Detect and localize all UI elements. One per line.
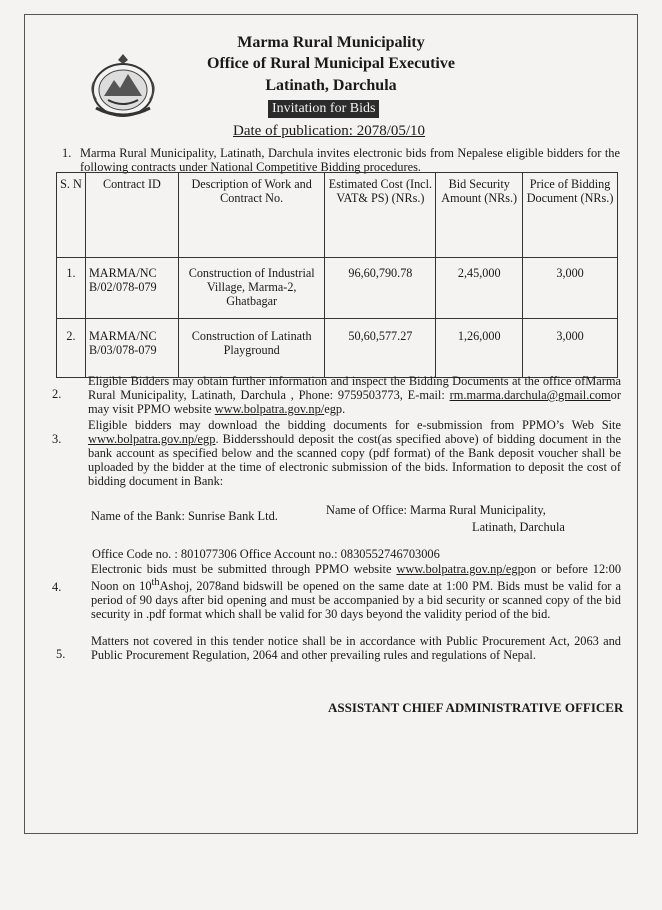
para3-paragraph <box>88 418 621 488</box>
row-document-price: 3,000 <box>523 319 618 378</box>
para2-text-c: egp. <box>324 402 346 416</box>
office-location: Latinath, Darchula <box>265 77 397 94</box>
para2-number: 2. <box>52 387 62 401</box>
header-contract-id: Contract ID <box>85 173 178 258</box>
office-name-bank: Name of Office: Marma Rural Municipality, <box>326 503 546 517</box>
row-bid-security: 2,45,000 <box>436 258 523 319</box>
header-description: Description of Work and Contract No. <box>178 173 325 258</box>
para4-text-c: Ashoj, 2078and bidswill be opened on the same date at 1:00 PM. Bids must be valid for a period of 90 days after bid opening and must be accompanied by a bid security or scanned copy of the bid security in .pdf format which shall be valid for 30 days beyond the validity period of the bid. <box>91 579 621 622</box>
para4-text-b: on or before 12:00 Noon on 10 <box>91 562 622 594</box>
municipality-name: Marma Rural Municipality <box>237 34 425 51</box>
header-estimated-cost: Estimated Cost (Incl. VAT& PS) (NRs.) <box>325 173 436 258</box>
table-row <box>57 319 618 378</box>
table-row <box>57 258 618 319</box>
office-code: Office Code no. : 801077306 Office Account no.: 0830552746703006 <box>92 547 440 561</box>
row-sn: 2. <box>57 319 86 378</box>
para4-paragraph <box>91 562 621 621</box>
ppmo-website-link[interactable]: www.bolpatra.gov.np/ <box>214 402 325 416</box>
publication-date: Date of publication: 2078/05/10 <box>233 123 426 139</box>
row-contract-id: MARMA/NC B/02/078-079 <box>85 258 178 319</box>
para4-number: 4. <box>52 580 62 594</box>
ppmo-submission-link[interactable]: www.bolpatra.gov.np/egp <box>396 562 524 576</box>
office-location-bank: Latinath, Darchula <box>472 520 565 534</box>
row-estimated-cost: 96,60,790.78 <box>325 258 436 319</box>
para4-superscript: th <box>151 577 160 588</box>
row-description: Construction of Industrial Village, Marma-2, Ghatbagar <box>178 258 325 319</box>
intro-number: 1. <box>62 146 72 160</box>
notice-title: Invitation for Bids <box>268 100 379 118</box>
header-sn: S. N <box>57 173 86 258</box>
para2-text: Eligible Bidders may obtain further information and inspect the Bidding Documents at the office ofMarma Rural Municipality, Latinath, Darchula , Phone: 9759503773, E-mail: <box>88 374 621 402</box>
row-contract-id: MARMA/NC B/03/078-079 <box>85 319 178 378</box>
row-bid-security: 1,26,000 <box>436 319 523 378</box>
para2-text-b: or may visit PPMO website <box>88 388 621 416</box>
email-link[interactable]: rm.marma.darchula@gmail.com <box>449 388 611 402</box>
para5-number: 5. <box>56 647 66 661</box>
signature-title: ASSISTANT CHIEF ADMINISTRATIVE OFFICER <box>328 700 624 715</box>
header-bid-security: Bid Security Amount (NRs.) <box>436 173 523 258</box>
row-estimated-cost: 50,60,577.27 <box>325 319 436 378</box>
para2-paragraph <box>88 374 621 416</box>
bank-name: Name of the Bank: Sunrise Bank Ltd. <box>91 509 278 523</box>
office-name: Office of Rural Municipal Executive <box>207 55 455 72</box>
row-description: Construction of Latinath Playground <box>178 319 325 378</box>
header-document-price: Price of Bidding Document (NRs.) <box>523 173 618 258</box>
row-sn: 1. <box>57 258 86 319</box>
para5-paragraph: Matters not covered in this tender notice shall be in accordance with Public Procurement Act, 2063 and Public Procurement Regulation, 2064 and other prevailing rules and regulations of Nepal. <box>91 634 621 662</box>
para3-text-b: . Biddersshould deposit the cost(as specified above) of bidding document in the bank account as specified below and the scanned copy (pdf format) of the Bank deposit voucher shall be uploaded by the bidder at the time of electronic submission of the bids. Information to deposit the cost of bidding document in Bank: <box>88 432 621 488</box>
para3-text: Eligible bidders may download the bidding documents for e-submission from PPMO’s Web Site <box>88 418 621 432</box>
ppmo-egp-link[interactable]: www.bolpatra.gov.np/egp <box>88 432 216 446</box>
row-document-price: 3,000 <box>523 258 618 319</box>
para4-text: Electronic bids must be submitted through PPMO website <box>91 562 397 576</box>
bids-table <box>56 172 618 378</box>
table-header-row <box>57 173 618 258</box>
intro-paragraph: Marma Rural Municipality, Latinath, Darchula invites electronic bids from Nepalese eligible bidders for the following contracts under National Competitive Bidding procedures. <box>80 146 620 174</box>
para3-number: 3. <box>52 432 62 446</box>
